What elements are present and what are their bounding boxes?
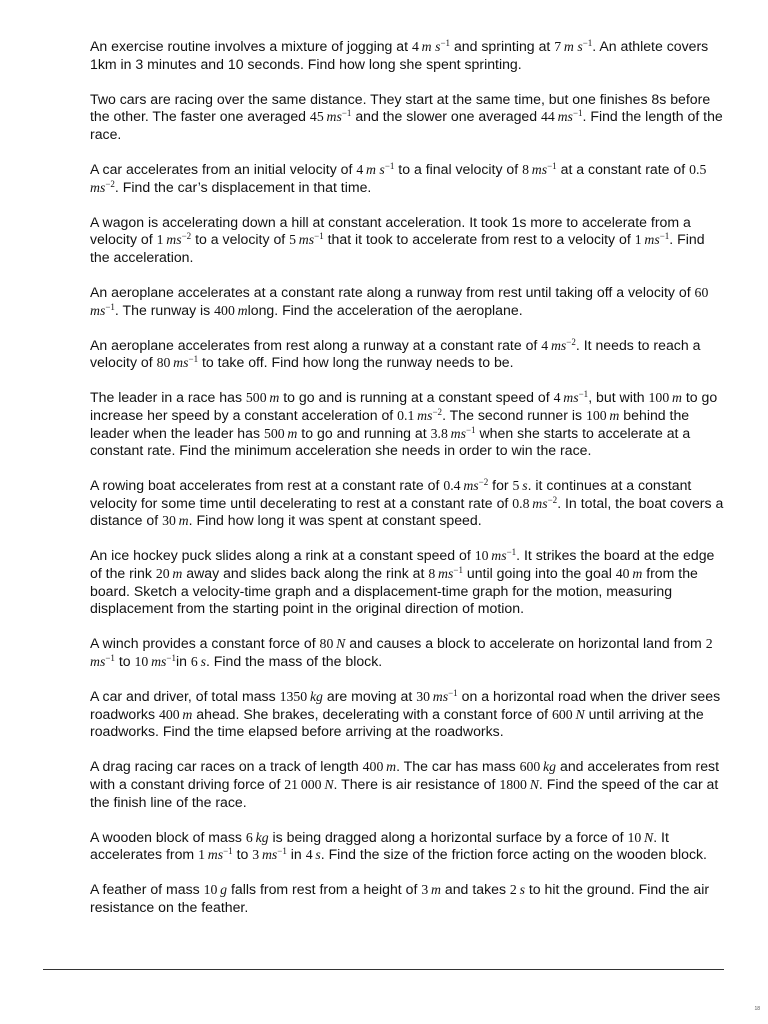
quantity-unit: m	[632, 566, 643, 582]
quantity-unit: ms	[463, 478, 479, 494]
quantity	[310, 109, 351, 124]
unit-exponent: −1	[453, 565, 463, 576]
quantity-unit: ms	[557, 109, 573, 125]
unit-exponent: −1	[314, 231, 324, 242]
quantity	[512, 496, 557, 511]
quantity-value: 40	[615, 566, 630, 582]
quantity-value: 10	[474, 548, 489, 564]
quantity-value: 10	[627, 829, 642, 845]
quantity-unit: ms	[432, 689, 449, 705]
quantity	[157, 232, 192, 247]
quantity-unit: ms	[261, 847, 278, 863]
problem-text: . There is air resistance of	[333, 775, 500, 792]
problem-text: A feather of mass	[90, 881, 204, 898]
quantity	[475, 548, 516, 563]
quantity	[635, 232, 670, 247]
quantity-value: 6	[190, 653, 198, 669]
quantity-value: 80	[319, 636, 334, 652]
problem-9	[90, 547, 724, 617]
quantity-value: 5	[289, 232, 297, 248]
quantity-unit: m	[182, 706, 193, 722]
quantity-unit: m	[609, 407, 620, 423]
quantity-value: 44	[541, 109, 555, 125]
quantity	[204, 882, 227, 897]
problem-text: . It strikes the board at the edge of the rink	[90, 547, 719, 582]
quantity-unit: kg	[309, 689, 323, 705]
quantity-value: 4	[305, 847, 313, 863]
quantity-value: 10	[203, 882, 218, 898]
problem-text: . Find the size of the friction force acting on the wooden block.	[320, 846, 707, 863]
quantity-value: 100	[648, 390, 670, 406]
problem-text: An ice hockey puck slides along a rink at a constant speed of	[90, 547, 475, 564]
quantity-value: 60	[694, 284, 709, 300]
problem-text: . Find the length of the race.	[90, 108, 727, 142]
problem-text: . The runway is	[114, 301, 215, 318]
quantity-unit: N	[644, 829, 654, 845]
problem-text: to	[232, 846, 253, 863]
quantity-unit: m s	[366, 161, 385, 177]
quantity-unit: ms	[532, 495, 548, 511]
quantity-value: 10	[134, 653, 149, 669]
quantity-value: 8	[428, 566, 436, 582]
quantity-unit: ms	[166, 232, 182, 248]
unit-exponent: −1	[547, 160, 557, 171]
problem-text: An aeroplane accelerates at a constant rate along a runway from rest until taking off a velocity of	[90, 283, 695, 300]
quantity-value: 1	[198, 847, 205, 863]
problem-7	[90, 389, 724, 459]
unit-exponent: −2	[105, 178, 115, 189]
quantity-value: 20	[155, 566, 170, 582]
quantity	[416, 689, 457, 704]
problem-14	[90, 881, 724, 916]
quantity-value: 400	[158, 706, 180, 722]
quantity-unit: m s	[563, 39, 583, 54]
problem-text: long. Find the acceleration of the aeroplane.	[247, 301, 523, 318]
quantity-unit: ms	[450, 425, 466, 441]
quantity-unit: ms	[326, 109, 342, 125]
quantity-value: 6	[245, 829, 253, 845]
problem-text: and causes a block to accelerate on horizontal land from	[345, 635, 706, 652]
problem-text: , but with	[588, 389, 649, 406]
unit-exponent: −1	[465, 424, 476, 435]
problem-text: . An athlete covers 1km in 3 minutes and 10 seconds. Find how long she spent sprinting.	[90, 38, 713, 72]
problem-text: until going into the goal	[462, 565, 616, 582]
problem-text: for	[488, 477, 513, 494]
quantity-unit: ms	[151, 653, 167, 669]
quantity-unit: m	[386, 759, 397, 775]
quantity-unit: m s	[421, 39, 441, 54]
problem-13	[90, 829, 724, 864]
quantity-value: 0.8	[512, 495, 530, 511]
problem-text: An exercise routine involves a mixture of jogging at	[90, 38, 412, 54]
problem-text: that it took to accelerate from rest to a velocity of	[323, 231, 635, 248]
problem-text: behind the leader when the leader has	[90, 406, 694, 441]
problem-text: to a final velocity of	[394, 160, 523, 177]
unit-exponent: −1	[105, 652, 115, 663]
quantity-unit: kg	[543, 759, 557, 775]
problem-text: A car accelerates from an initial velocity of	[90, 160, 357, 177]
quantity-value: 400	[214, 302, 235, 318]
problem-6	[90, 337, 724, 372]
quantity-unit: ms	[438, 566, 454, 582]
quantity-value: 7	[554, 39, 562, 54]
problem-text: ahead. She brakes, decelerating with a constant force of	[192, 705, 552, 722]
quantity-value: 0.1	[397, 407, 415, 423]
problem-text: to take off. Find how long the runway needs to be.	[198, 354, 514, 371]
quantity-value: 0.4	[443, 478, 461, 494]
problem-text: and takes	[440, 881, 510, 898]
unit-exponent: −2	[547, 494, 558, 505]
quantity-unit: ms	[207, 847, 224, 863]
quantity-unit: m	[287, 425, 298, 441]
unit-exponent: −2	[566, 336, 576, 347]
quantity	[431, 426, 476, 441]
problem-text: to	[114, 652, 135, 669]
problem-text: . Find the car’s displacement in that time.	[114, 178, 372, 195]
quantity-unit: m	[178, 513, 189, 529]
quantity-unit: m	[237, 302, 248, 318]
problem-text: and sprinting at	[450, 38, 555, 54]
unit-exponent: −1	[440, 38, 451, 48]
problem-12	[90, 758, 724, 811]
quantity-unit: N	[324, 776, 334, 792]
quantity	[541, 338, 576, 353]
quantity-value: 3	[252, 847, 260, 863]
quantity-value: 21 000	[284, 776, 322, 792]
quantity-value: 80	[156, 355, 171, 371]
quantity	[159, 707, 192, 722]
quantity	[214, 303, 247, 318]
problem-text: . it continues at a constant velocity for some time until decelerating to rest at a constant rate of	[90, 477, 696, 511]
problem-text: to go and is running at a constant speed of	[279, 389, 554, 406]
unit-exponent: −1	[582, 38, 593, 48]
problem-text: . Find how long it was spent at constant speed.	[188, 512, 482, 529]
quantity	[135, 654, 176, 669]
quantity	[363, 759, 396, 774]
quantity	[499, 777, 539, 792]
quantity	[421, 882, 441, 897]
quantity	[191, 654, 206, 669]
problem-text: . Find the speed of the car at the finish line of the race.	[90, 775, 723, 810]
quantity-value: 1	[156, 232, 164, 248]
unit-exponent: −2	[478, 477, 489, 488]
problem-text: falls from rest from a height of	[227, 881, 422, 898]
problem-sheet	[90, 38, 728, 934]
quantity-value: 400	[362, 759, 384, 775]
quantity-unit: ms	[90, 653, 106, 669]
quantity-unit: s	[315, 847, 321, 863]
problem-text: to go and running at	[297, 424, 431, 441]
quantity	[306, 847, 321, 862]
unit-exponent: −1	[578, 389, 589, 400]
problem-1	[90, 38, 724, 73]
quantity-unit: s	[522, 478, 528, 494]
quantity-value: 1800	[499, 776, 527, 792]
quantity-unit: g	[220, 882, 228, 898]
quantity	[443, 478, 488, 493]
problem-text: until arriving at the roadworks. Find the time elapsed before arriving at the roadworks.	[90, 705, 708, 740]
problem-text: and the slower one averaged	[351, 108, 542, 125]
quantity	[246, 830, 269, 845]
problem-list	[90, 38, 728, 916]
quantity-value: 0.5	[689, 161, 707, 177]
problem-text: and accelerates from rest with a constant driving force of	[90, 758, 723, 792]
problem-text: A car and driver, of total mass	[90, 688, 280, 705]
unit-exponent: −1	[384, 160, 395, 171]
quantity-unit: ms	[491, 548, 507, 564]
quantity-value: 4	[553, 390, 561, 406]
unit-exponent: −1	[341, 108, 352, 119]
unit-exponent: −1	[277, 846, 287, 857]
quantity-unit: N	[336, 636, 346, 652]
unit-exponent: −2	[181, 231, 192, 242]
problem-text: away and slides back along the rink at	[182, 565, 429, 582]
quantity-unit: s	[519, 882, 525, 898]
quantity-value: 100	[585, 407, 607, 423]
quantity	[649, 390, 682, 405]
quantity	[428, 566, 463, 581]
quantity-unit: ms	[563, 390, 579, 406]
quantity	[162, 513, 189, 528]
quantity	[246, 390, 279, 405]
quantity	[520, 759, 557, 774]
quantity	[198, 847, 233, 862]
quantity-unit: s	[200, 653, 206, 669]
problem-text: in	[286, 846, 306, 863]
quantity-unit: N	[575, 706, 585, 722]
quantity-value: 1350	[279, 689, 308, 705]
problem-10	[90, 635, 724, 670]
problem-text: A winch provides a constant force of	[90, 635, 320, 652]
unit-exponent: −1	[448, 688, 458, 699]
problem-4	[90, 214, 724, 267]
problem-text: on a horizontal road when the driver sees roadworks	[90, 688, 725, 722]
quantity-value: 30	[162, 513, 176, 529]
problem-text: are moving at	[322, 688, 417, 705]
quantity-value: 8	[522, 161, 529, 177]
problem-text: . In total, the boat covers a distance of	[90, 494, 728, 529]
problem-5	[90, 284, 724, 319]
quantity-unit: ms	[644, 232, 660, 248]
unit-exponent: −1	[223, 846, 233, 857]
problem-text: . It accelerates from	[90, 828, 673, 863]
quantity-value: 2	[509, 882, 517, 898]
problem-text: A wooden block of mass	[90, 828, 246, 845]
quantity-unit: m	[671, 390, 682, 406]
quantity	[510, 882, 525, 897]
quantity-unit: ms	[298, 232, 315, 248]
quantity-unit: m	[269, 390, 280, 406]
quantity-unit: ms	[417, 407, 433, 423]
problem-11	[90, 688, 724, 741]
bottom-divider	[43, 969, 724, 970]
problem-text: . It needs to reach a velocity of	[90, 336, 705, 371]
problem-text: The leader in a race has	[90, 389, 246, 406]
unit-exponent: −1	[506, 547, 517, 558]
problem-text: to go increase her speed by a constant acceleration of	[90, 389, 722, 423]
problem-text: . The second runner is	[442, 406, 586, 423]
quantity-unit: N	[529, 776, 539, 792]
problem-2	[90, 90, 727, 144]
quantity	[554, 390, 589, 405]
quantity-value: 4	[411, 39, 419, 54]
quantity-value: 5	[512, 478, 520, 494]
unit-exponent: −2	[432, 406, 443, 417]
quantity	[284, 777, 333, 792]
problem-8	[90, 477, 728, 530]
problem-text: to a velocity of	[191, 231, 290, 248]
quantity-unit: ms	[531, 161, 548, 177]
quantity	[356, 162, 394, 177]
quantity-value: 2	[705, 636, 713, 652]
quantity	[397, 408, 442, 423]
quantity-value: 4	[356, 161, 364, 177]
problem-text: . Find the mass of the block.	[205, 652, 383, 669]
quantity-unit: ms	[173, 355, 189, 371]
problem-text: An aeroplane accelerates from rest along a runway at a constant rate of	[90, 336, 542, 353]
quantity-value: 3.8	[430, 425, 448, 441]
quantity	[264, 426, 297, 441]
problem-text: A drag racing car races on a track of length	[90, 758, 363, 775]
unit-exponent: −1	[105, 301, 115, 312]
problem-3	[90, 161, 724, 196]
quantity	[554, 39, 592, 54]
quantity	[541, 109, 582, 124]
quantity	[320, 636, 346, 651]
quantity-value: 4	[541, 337, 549, 353]
quantity-unit: ms	[90, 302, 106, 318]
unit-exponent: −1	[659, 231, 670, 242]
quantity-value: 500	[245, 390, 267, 406]
quantity-unit: m	[431, 882, 441, 898]
quantity	[513, 478, 528, 493]
unit-exponent: −1	[188, 354, 199, 365]
quantity	[252, 847, 287, 862]
unit-exponent: −1	[572, 108, 583, 119]
quantity-value: 3	[421, 882, 429, 898]
problem-text: is being dragged along a horizontal surface by a force of	[268, 828, 628, 845]
problem-text: A wagon is accelerating down a hill at constant acceleration. It took 1s more to accelerate from a velocity of	[90, 213, 695, 248]
problem-text: at a constant rate of	[556, 160, 690, 177]
quantity	[552, 707, 585, 722]
quantity-unit: kg	[255, 829, 269, 845]
quantity-unit: ms	[550, 337, 567, 353]
problem-text: . Find the acceleration.	[90, 231, 709, 265]
quantity-value: 500	[263, 425, 285, 441]
problem-text: from the board. Sketch a velocity-time graph and a displacement-time graph for the motion, measuring displacement from the starting point in the original direction of motion.	[90, 565, 702, 617]
quantity	[289, 232, 324, 247]
problem-text: . The car has mass	[396, 758, 520, 775]
problem-text: in	[176, 652, 191, 669]
quantity	[280, 689, 323, 704]
quantity	[616, 566, 643, 581]
quantity	[157, 355, 198, 370]
problem-text: Two cars are racing over the same distance. They start at the same time, but one finishes 8s before the other. The faster one averaged	[90, 90, 715, 125]
quantity	[586, 408, 619, 423]
unit-exponent: −1	[166, 652, 176, 663]
quantity	[522, 162, 557, 177]
quantity-value: 1	[634, 232, 642, 248]
quantity-value: 600	[552, 706, 573, 722]
quantity-unit: ms	[90, 179, 106, 195]
problem-text: when she starts to accelerate at a constant rate. Find the minimum acceleration she needs in order to win the race.	[90, 424, 695, 459]
quantity	[156, 566, 183, 581]
problem-text: to hit the ground. Find the air resistance on the feather.	[90, 881, 714, 915]
quantity-unit: m	[172, 566, 183, 582]
page-number: 18	[754, 1006, 760, 1012]
problem-text: A rowing boat accelerates from rest at a constant rate of	[90, 477, 444, 494]
quantity	[627, 830, 653, 845]
quantity-value: 600	[519, 759, 541, 775]
quantity-value: 30	[416, 689, 430, 705]
quantity	[412, 39, 450, 54]
quantity-value: 45	[309, 109, 324, 125]
